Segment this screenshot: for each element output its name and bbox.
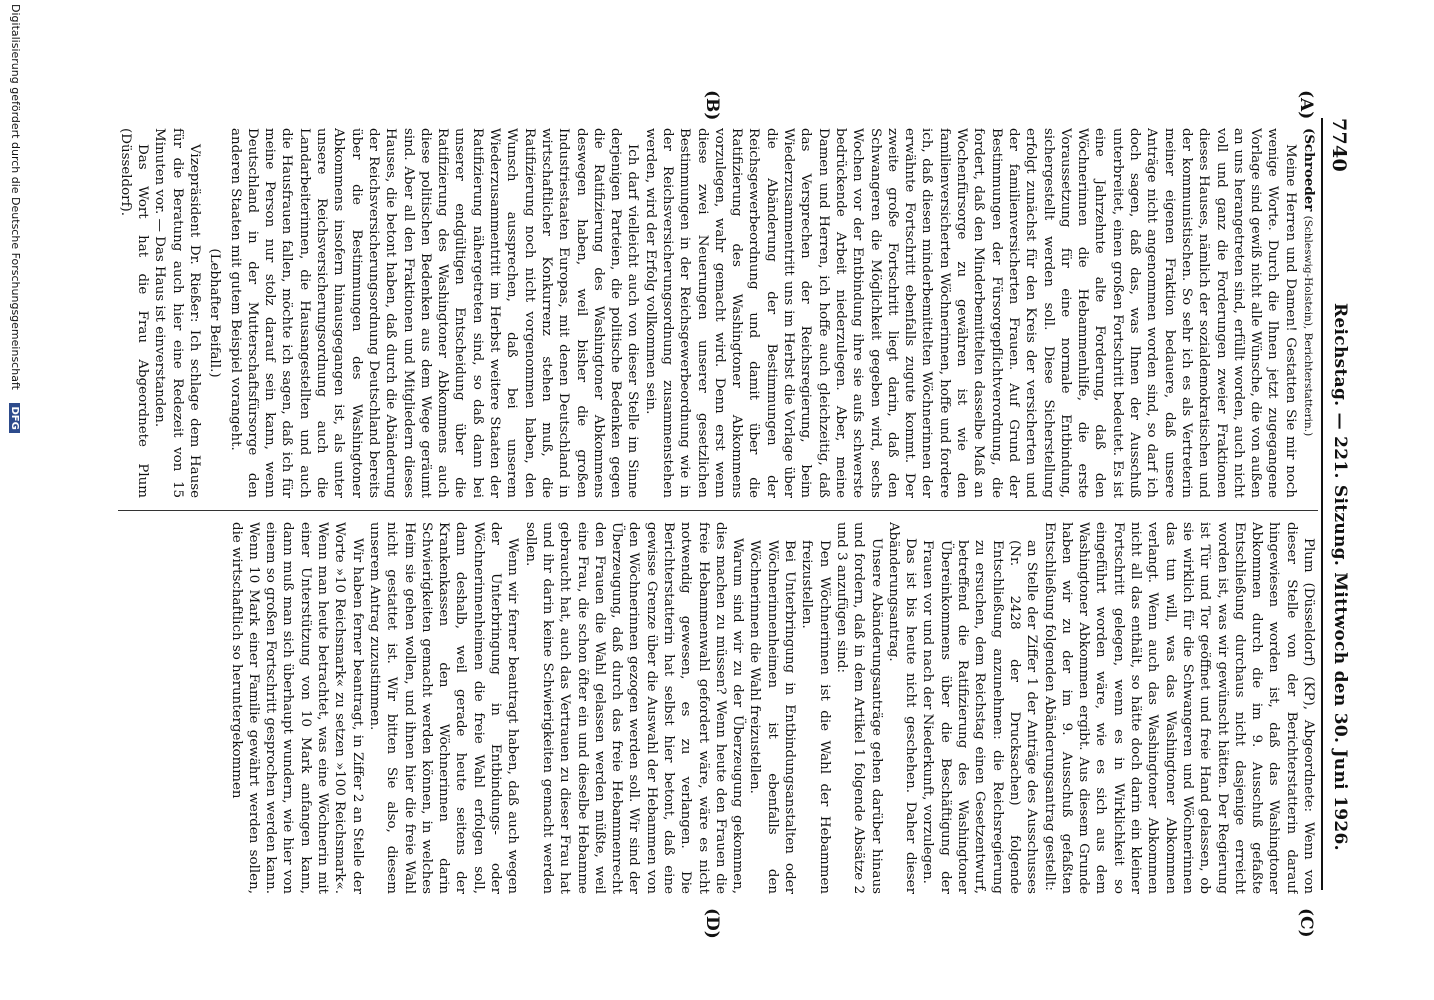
- paragraph: Das Wort hat die Frau Abgeordnete Plum (Düsseldorf).: [117, 128, 151, 498]
- left-column: [117, 128, 1317, 498]
- margin-marker-d: (D): [702, 908, 722, 939]
- paragraph: Ich darf vielleicht auch von dieser Stelle im Sinne derjenigen Parteien, die politische Bedenken gegen die Ratifizierung des Washingtoner Abkommens deswegen haben, weil bisher die großen Industriestaaten Europas, mit denen Deutschland in wirtschaftlicher Konkurrenz stehen muß, die Ratifizierung noch nicht vorgenommen haben, den Wunsch aussprechen, daß bei unserem Wiederzusammentritt im Herbst weitere Staaten der Ratifizierung nähergetreten sind, so daß dann bei unserer endgültigen Entscheidung über die Ratifizierung des Washingtoner Abkommens auch diese politischen Bedenken aus dem Wege geräumt sind. Aber all den Fraktionen und Mitgliedern dieses Hauses, die betont haben, daß durch die Abänderung der Reichsversicherungsordnung Deutschland bereits über die Bestimmungen des Washingtoner Abkommens insofern hinausgegangen ist, als unter unsere Reichsversicherungsordnung auch die Landarbeiterinnen, die Hausangestellten und auch die Hausfrauen fallen, möchte ich sagen, daß ich für meine Person nur stolz darauf sein kann, wenn Deutschland in der Mutterschaftsfürsorge den anderen Staaten mit gutem Beispiel vorangeht.: [227, 128, 641, 498]
- applause-note: (Lebhafter Beifall.): [207, 248, 223, 378]
- right-column: [227, 522, 1317, 894]
- digitization-credit: [6, 4, 22, 984]
- speaker-line: [1299, 128, 1317, 498]
- header-rule: [1321, 118, 1323, 890]
- page-number: 7740: [1328, 118, 1350, 173]
- margin-marker-c: (C): [1296, 908, 1316, 938]
- speaker-name: (Schroeder: [1301, 128, 1317, 212]
- motion-text: Bei Unterbringung in Entbindungsanstalten oder Wöchnerinnenheimen ist ebenfalls den Wöchnerinnen die Wahl freizustellen.: [747, 540, 798, 894]
- column-divider: [118, 510, 1318, 511]
- paragraph: Das ist bis heute nicht geschehen. Daher dieser Abänderungsantrag.: [885, 522, 919, 894]
- motion-text: Den Wöchnerinnen ist die Wahl der Hebammen freizustellen.: [799, 540, 832, 894]
- paragraph: Wir haben ferner beantragt, in Ziffer 2 an Stelle der Worte »10 Reichsmark« zu setzen »100 Reichsmark«. Wenn man heute betrachtet, was eine Wöchnerin mit einer Unterstützung von 10 Mark anfangen kann, dann muß man sich überhaupt wundern, wie hier von einem so großen Fortschritt gesprochen werden kann. Wenn 10 Mark einer Familie gewährt werden sollen, die wirtschaftlich so heruntergekommen: [228, 522, 365, 894]
- paragraph: Warum sind wir zu der Überzeugung gekommen, dies machen zu müssen? Wenn heute den Frauen die freie Hebammenwahl gefordert wäre, wäre es nicht notwendig gewesen, es zu verlangen. Die Berichterstatterin hat selbst hier betont, daß eine gewisse Grenze über die Auswahl der Hebammen von den Wöchnerinnen gezogen werden soll. Wir sind der Überzeugung, daß durch das freie Hebammenrecht den Frauen die Wahl gelassen werden müßte, weil eine Frau, die schon öfter ein und dieselbe Hebamme gebraucht hat, auch das Vertrauen zu dieser Frau hat und ihr darin keine Schwierigkeiten gemacht werden sollen.: [522, 522, 746, 894]
- running-title: Reichstag. — 221. Sitzung. Mittwoch den 30. Juni 1926.: [1330, 303, 1350, 851]
- paragraph: Unsere Abänderungsanträge gehen darüber hinaus und fordern, daß in dem Artikel 1 folgende Absätze 2 und 3 anzufügen sind:: [833, 522, 884, 894]
- speaker-note: (Schleswig-Holstein), Berichterstatterin.): [1302, 215, 1314, 437]
- margin-marker-b: (B): [702, 90, 722, 121]
- paragraph: Wenn wir ferner beantragt haben, daß auch wegen der Unterbringung in Entbindungs- oder Wöchnerinnenheimen die freie Wahl erfolgen soll, dann deshalb, weil gerade heute seitens der Krankenkassen den Wöchnerinnen darin Schwierigkeiten gemacht werden können, in welches Heim sie gehen wollen, und ihnen hier die freie Wahl nicht gestattet ist. Wir bitten Sie also, diesem unserem Antrag zuzustimmen.: [366, 522, 521, 894]
- running-header: [1326, 118, 1356, 898]
- paragraph: Meine Herren und Damen! Gestatten Sie mir noch wenige Worte. Durch die Ihnen jetzt zugegangene Vorlage sind gewiß nicht alle Wünsche, die von außen an uns herangetreten sind, erfüllt worden, auch nicht voll und ganz die Forderungen zweier Fraktionen dieses Hauses, nämlich der sozialdemokratischen und der kommunistischen. So sehr ich es als Vertreterin meiner eigenen Fraktion bedauere, daß unsere Anträge nicht angenommen worden sind, so darf ich doch sagen, daß das, was Ihnen der Ausschuß unterbreitet, einen großen Fortschritt bedeutet. Es ist eine Jahrzehnte alte Forderung, daß den Wöchnerinnen die Hebammenhilfe, die erste Voraussetzung für eine normale Entbindung, sichergestellt werden soll. Diese Sicherstellung erfolgt zunächst für den Kreis der versicherten und der familienversicherten Frauen. Auf Grund der Bestimmungen der Fürsorgepflichtverordnung, die fordert, daß den Minderbemittelten dasselbe Maß an Wochenfürsorge zu gewähren ist wie den familienversicherten Wöchnerinnen, hoffe und fordere ich, daß diesen minderbemittelten Wöchnerinnen der erwähnte Fortschritt ebenfalls zugute kommt. Der zweite große Fortschritt liegt darin, daß den Schwangeren die Möglichkeit gegeben wird, sechs Wochen vor der Entbindung ihre sie aufs schwerste bedrückende Arbeit niederzulegen. Aber, meine Damen und Herren, ich hoffe auch gleichzeitig, daß das Versprechen der Reichsregierung, beim Wiederzusammentritt uns im Herbst die Vorlage über die Abänderung der Bestimmungen der Reichsgewerbeordnung und damit über die Ratifizierung des Washingtoner Abkommens vorzulegen, wahr gemacht wird. Denn erst wenn diese zwei Neuerungen unserer gesetzlichen Bestimmungen in der Reichsgewerbeordnung wie in der Reichsversicherungsordnung zusammenstehen werden, wird der Erfolg vollkommen sein.: [642, 128, 1298, 498]
- margin-marker-a: (A): [1296, 90, 1316, 120]
- motion-text: an Stelle der Ziffer 1 der Anträge des Ausschusses (Nr. 2428 der Drucksachen) folgende Entschließung anzunehmen: die Reichsregierung zu ersuchen, dem Reichstag einen Gesetzentwurf, betreffend die Ratifizierung des Washingtoner Übereinkommens über die Beschäftigung der Frauen vor und nach der Niederkunft, vorzulegen.: [920, 540, 1040, 894]
- credit-text: Digitalisierung gefördert durch die Deutsche Forschungsgemeinschaft: [9, 4, 22, 390]
- paragraph: Vizepräsident Dr. Rießer: Ich schlage dem Hause für die Beratung auch hier eine Redezeit von 15 Minuten vor. — Das Haus ist einverstanden.: [152, 128, 202, 498]
- paragraph: Plum (Düsseldorf) (KP), Abgeordnete: Wenn von dieser Stelle von der Berichterstatterin darauf hingewiesen worden ist, daß das Washingtoner Abkommen durch die im 9. Ausschuß gefaßte Entschließung durchaus nicht dasjenige erreicht worden ist, was wir gewünscht hätten. Der Regierung ist Tür und Tor geöffnet und freie Hand gelassen, ob sie wirklich für die Schwangeren und Wöchnerinnen das tun will, was das Washingtoner Abkommen verlangt. Wenn auch das Washingtoner Abkommen nicht all das enthält, so hätte doch darin ein kleiner Fortschritt gelegen, wenn es in Wirklichkeit so eingeführt worden wäre, wie es sich aus dem Washingtoner Abkommen ergibt. Aus diesem Grunde haben wir zu der im 9. Ausschuß gefaßten Entschließung folgenden Abänderungsantrag gestellt:: [1041, 522, 1316, 894]
- dfg-logo: DFG: [9, 403, 20, 432]
